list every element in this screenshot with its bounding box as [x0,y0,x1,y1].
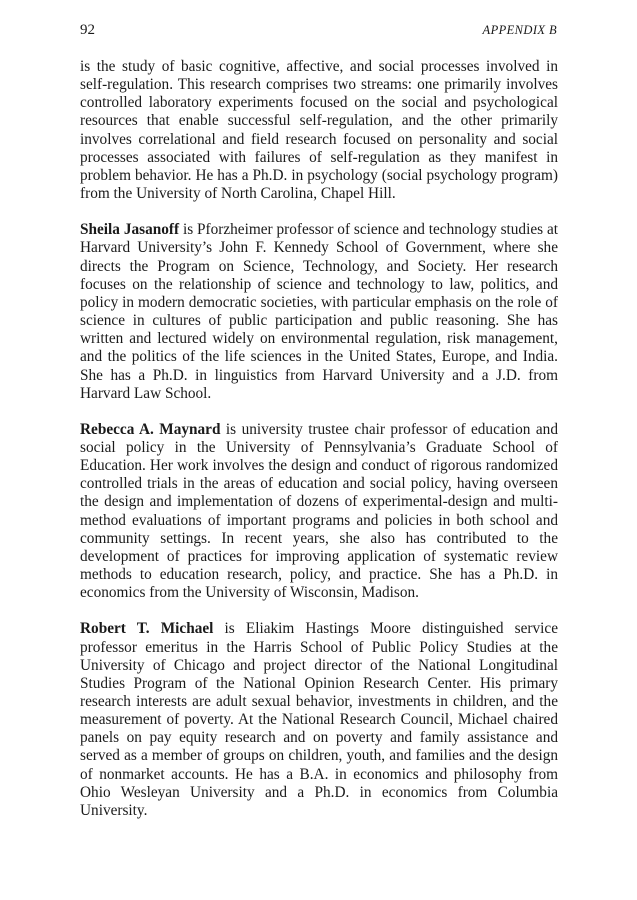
bio-name: Sheila Jasanoff [80,221,180,239]
bio-text: is the study of basic cognitive, affective, and social processes involved in self-regulation. This research comprises two streams: one primarily involves controlled laboratory experiments focused on the social and psychological resources that enable successful self-regulation, and the other primarily involves correlational and field research focused on personality and social processes associated with failures of self-regulation as they manifest in problem behavior. He has a Ph.D. in psychology (social psychology program) from the University of North Carolina, Chapel Hill. [80,58,558,203]
page-number: 92 [80,22,95,38]
bio-name: Rebecca A. Maynard [80,420,221,438]
bio-text: is Pforzheimer professor of science and technology studies at Harvard University’s John F. Kennedy School of Government, where she directs the Program on Science, Technology, and Society. Her research focuses on the relationship of science and technology to law, politics, and policy in modern democratic societies, with particular emphasis on the role of science in cultures of public participation and public reasoning. She has written and lectured widely on environmental regulation, risk management, and the politics of the life sciences in the United States, Europe, and India. She has a Ph.D. in linguistics from Harvard University and a J.D. from Harvard Law School. [80,221,558,402]
bio-text: is university trustee chair professor of education and social policy in the University of Pennsylvania’s Graduate School of Education. Her work involves the design and conduct of rigorous randomized controlled trials in the areas of education and social policy, having overseen the design and implementation of dozens of experimental-design and multi-method evaluations of important programs and policies in both school and community settings. In recent years, she also has contributed to the development of practices for improving application of systematic review methods to education research, policy, and practice. She has a Ph.D. in economics from the University of Wisconsin, Madison. [80,420,558,602]
body-text [80,58,558,838]
bio-name: Robert T. Michael [80,620,214,638]
running-head [80,22,557,42]
section-label: APPENDIX B [482,23,557,37]
bio-paragraph-jasanoff [80,221,558,403]
bio-paragraph-michael [80,620,558,820]
bio-text: is Eliakim Hastings Moore distinguished service professor emeritus in the Harris School of Public Policy Studies at the University of Chicago and project director of the National Longitudinal Studies Program of the National Opinion Research Center. His primary research interests are adult sexual behavior, investments in children, and the measurement of poverty. At the National Research Council, Michael chaired panels on pay equity research and on poverty and family assistance and served as a member of groups on children, youth, and families and the design of nonmarket accounts. He has a B.A. in economics and philosophy from Ohio Wesleyan University and a Ph.D. in economics from Columbia University. [80,620,558,819]
bio-paragraph-maynard [80,421,558,603]
bio-paragraph-continued [80,58,558,203]
